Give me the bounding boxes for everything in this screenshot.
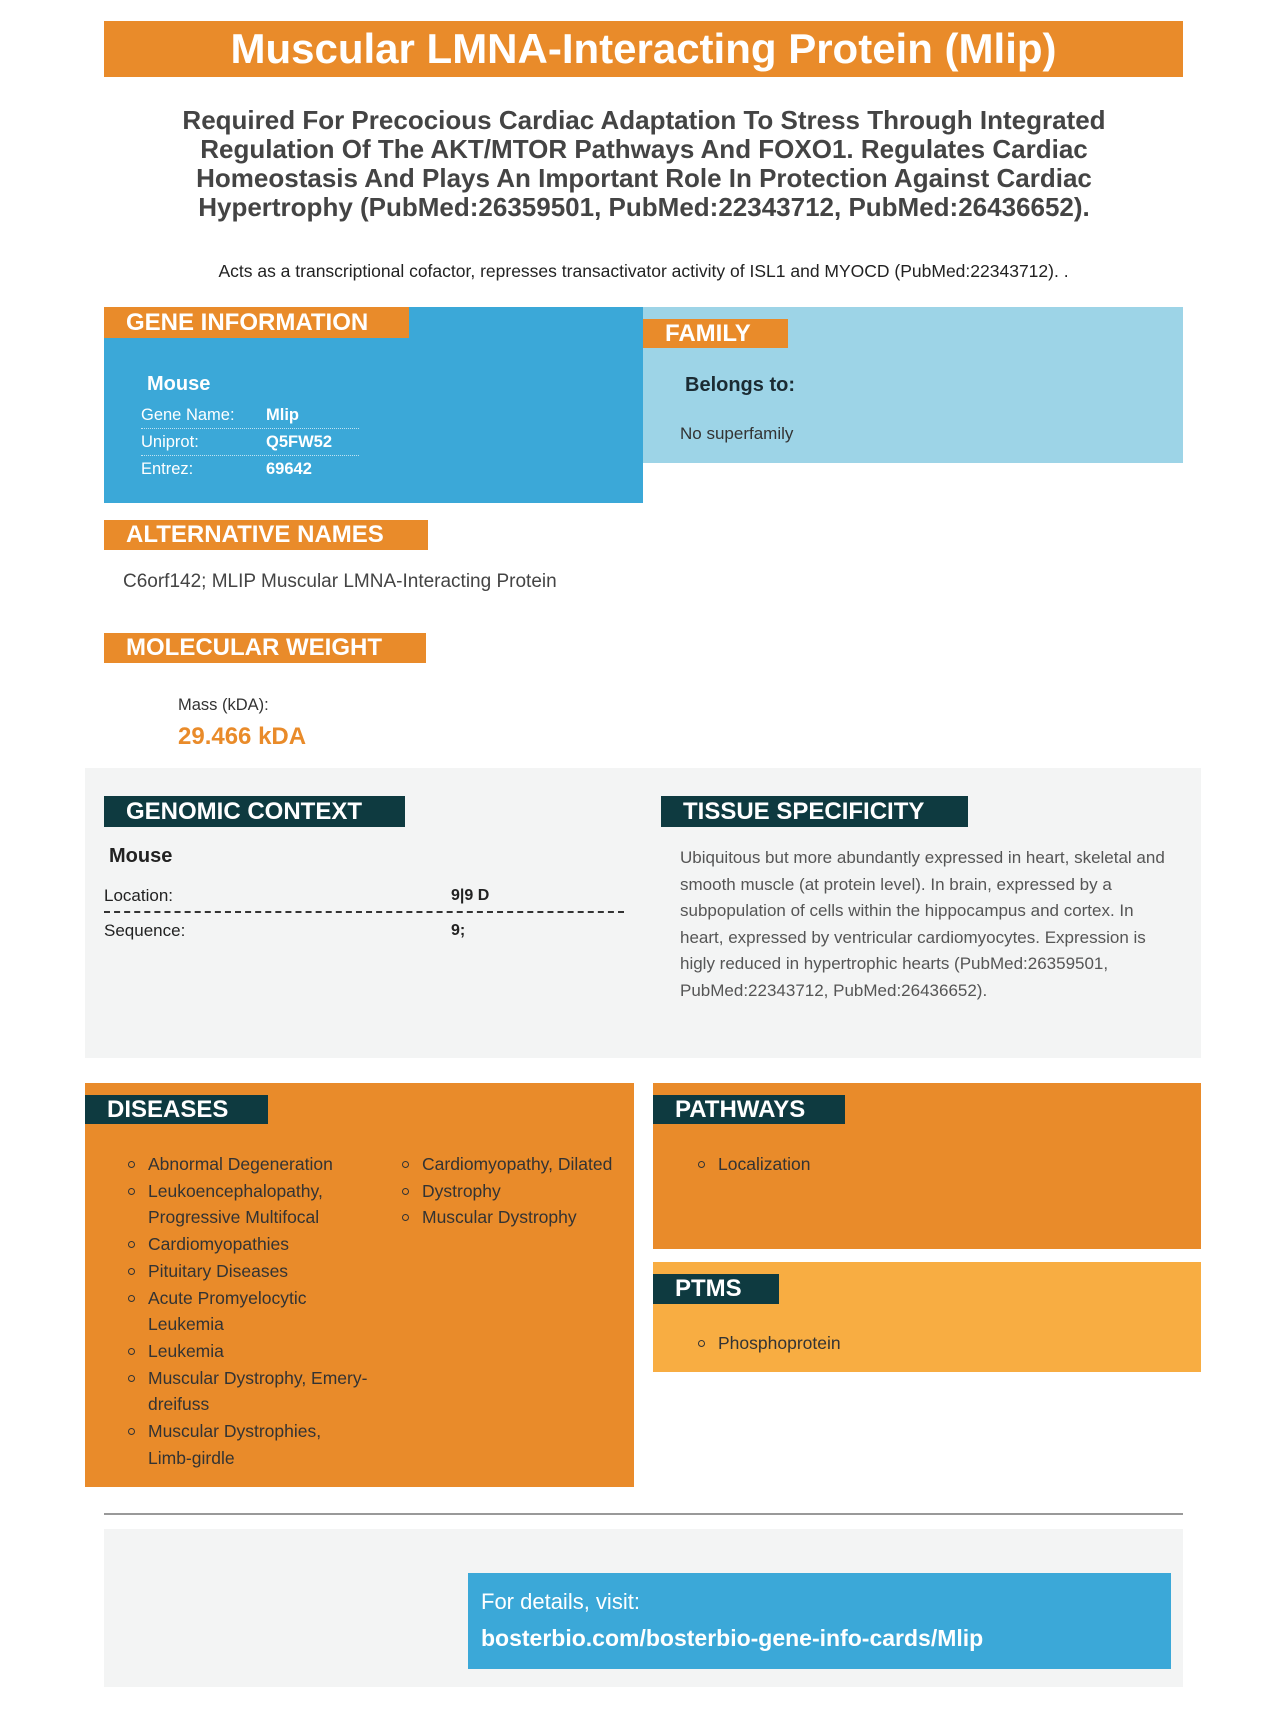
sequence-label: Sequence: [104,921,186,940]
mass-label: Mass (kDA): [178,696,269,714]
diseases-heading: DISEASES [85,1095,268,1124]
list-item: Cardiomyopathies [128,1231,368,1258]
location-value: 9|9 D [451,887,490,904]
genomic-organism: Mouse [109,845,173,867]
uniprot-value: Q5FW52 [266,433,333,451]
gene-information-heading: GENE INFORMATION [104,307,409,338]
gene-name-value: Mlip [266,406,299,424]
pathways-list [698,1151,810,1178]
mass-value: 29.466 kDA [178,723,307,750]
list-item: Phosphoprotein [698,1330,841,1357]
gene-info-table [141,402,359,483]
tissue-specificity-heading: TISSUE SPECIFICITY [661,796,968,827]
alternative-names-heading: ALTERNATIVE NAMES [104,520,428,550]
list-item: Leukoencephalopathy, Progressive Multifocal [128,1178,368,1231]
entrez-value: 69642 [266,460,312,478]
diseases-list-col1 [128,1151,368,1471]
list-item: Pituitary Diseases [128,1258,368,1285]
details-link[interactable]: bosterbio.com/bosterbio-gene-info-cards/Mlip [481,1625,984,1651]
entrez-label: Entrez: [141,460,194,478]
sequence-value: 9; [451,922,466,939]
list-item: Acute Promyelocytic Leukemia [128,1285,368,1338]
list-item: Dystrophy [402,1178,632,1205]
divider [104,1513,1183,1515]
uniprot-label: Uniprot: [141,433,199,451]
details-link-box[interactable] [468,1573,1171,1669]
function-text: Acts as a transcriptional cofactor, represses transactivator activity of ISL1 and MYOCD (PubMed:22343712). . [218,261,1069,281]
visit-label: For details, visit: [481,1589,640,1614]
list-item: Abnormal Degeneration [128,1151,368,1178]
diseases-panel [85,1083,634,1487]
page-title: Muscular LMNA-Interacting Protein (Mlip) [104,21,1183,77]
list-item: Cardiomyopathy, Dilated [402,1151,632,1178]
ptms-list [698,1330,841,1357]
family-heading: FAMILY [643,319,788,348]
list-item: Muscular Dystrophy, Emery-dreifuss [128,1365,368,1418]
pathways-heading: PATHWAYS [653,1095,845,1124]
protein-summary: Required For Precocious Cardiac Adaptation To Stress Through Integrated Regulation Of The AKT/MTOR Pathways And FOXO1. Regulates Cardiac Homeostasis And Plays An Important Role In Protection Against Cardiac Hypertrophy (PubMed:26359501, PubMed:22343712, PubMed:26436652). [182,105,1106,222]
ptms-heading: PTMS [653,1274,779,1304]
list-item: Muscular Dystrophies, Limb-girdle [128,1418,368,1471]
list-item: Localization [698,1151,810,1178]
gene-row-name [141,402,359,429]
tissue-specificity-text: Ubiquitous but more abundantly expressed in heart, skeletal and smooth muscle (at protein level). In brain, expressed by a subpopulation of cells within the hippocampus and cortex. In heart, expressed by ventricular cardiomyocytes. Expression is higly reduced in hypertrophic hearts (PubMed:26359501, PubMed:22343712, PubMed:26436652). [680,848,1165,1000]
alternative-names-text: C6orf142; MLIP Muscular LMNA-Interacting Protein [123,571,557,592]
sequence-row [104,914,624,948]
location-label: Location: [104,886,173,905]
diseases-list-col2 [402,1151,632,1231]
gene-row-uniprot [141,429,359,456]
molecular-weight-heading: MOLECULAR WEIGHT [104,633,426,663]
genomic-context-heading: GENOMIC CONTEXT [104,796,405,827]
family-value: No superfamily [680,424,794,443]
list-item: Muscular Dystrophy [402,1204,632,1231]
gene-organism: Mouse [147,373,211,395]
location-row [104,879,624,913]
belongs-to-label: Belongs to: [685,374,795,396]
gene-row-entrez [141,456,359,483]
list-item: Leukemia [128,1338,368,1365]
gene-name-label: Gene Name: [141,406,235,424]
